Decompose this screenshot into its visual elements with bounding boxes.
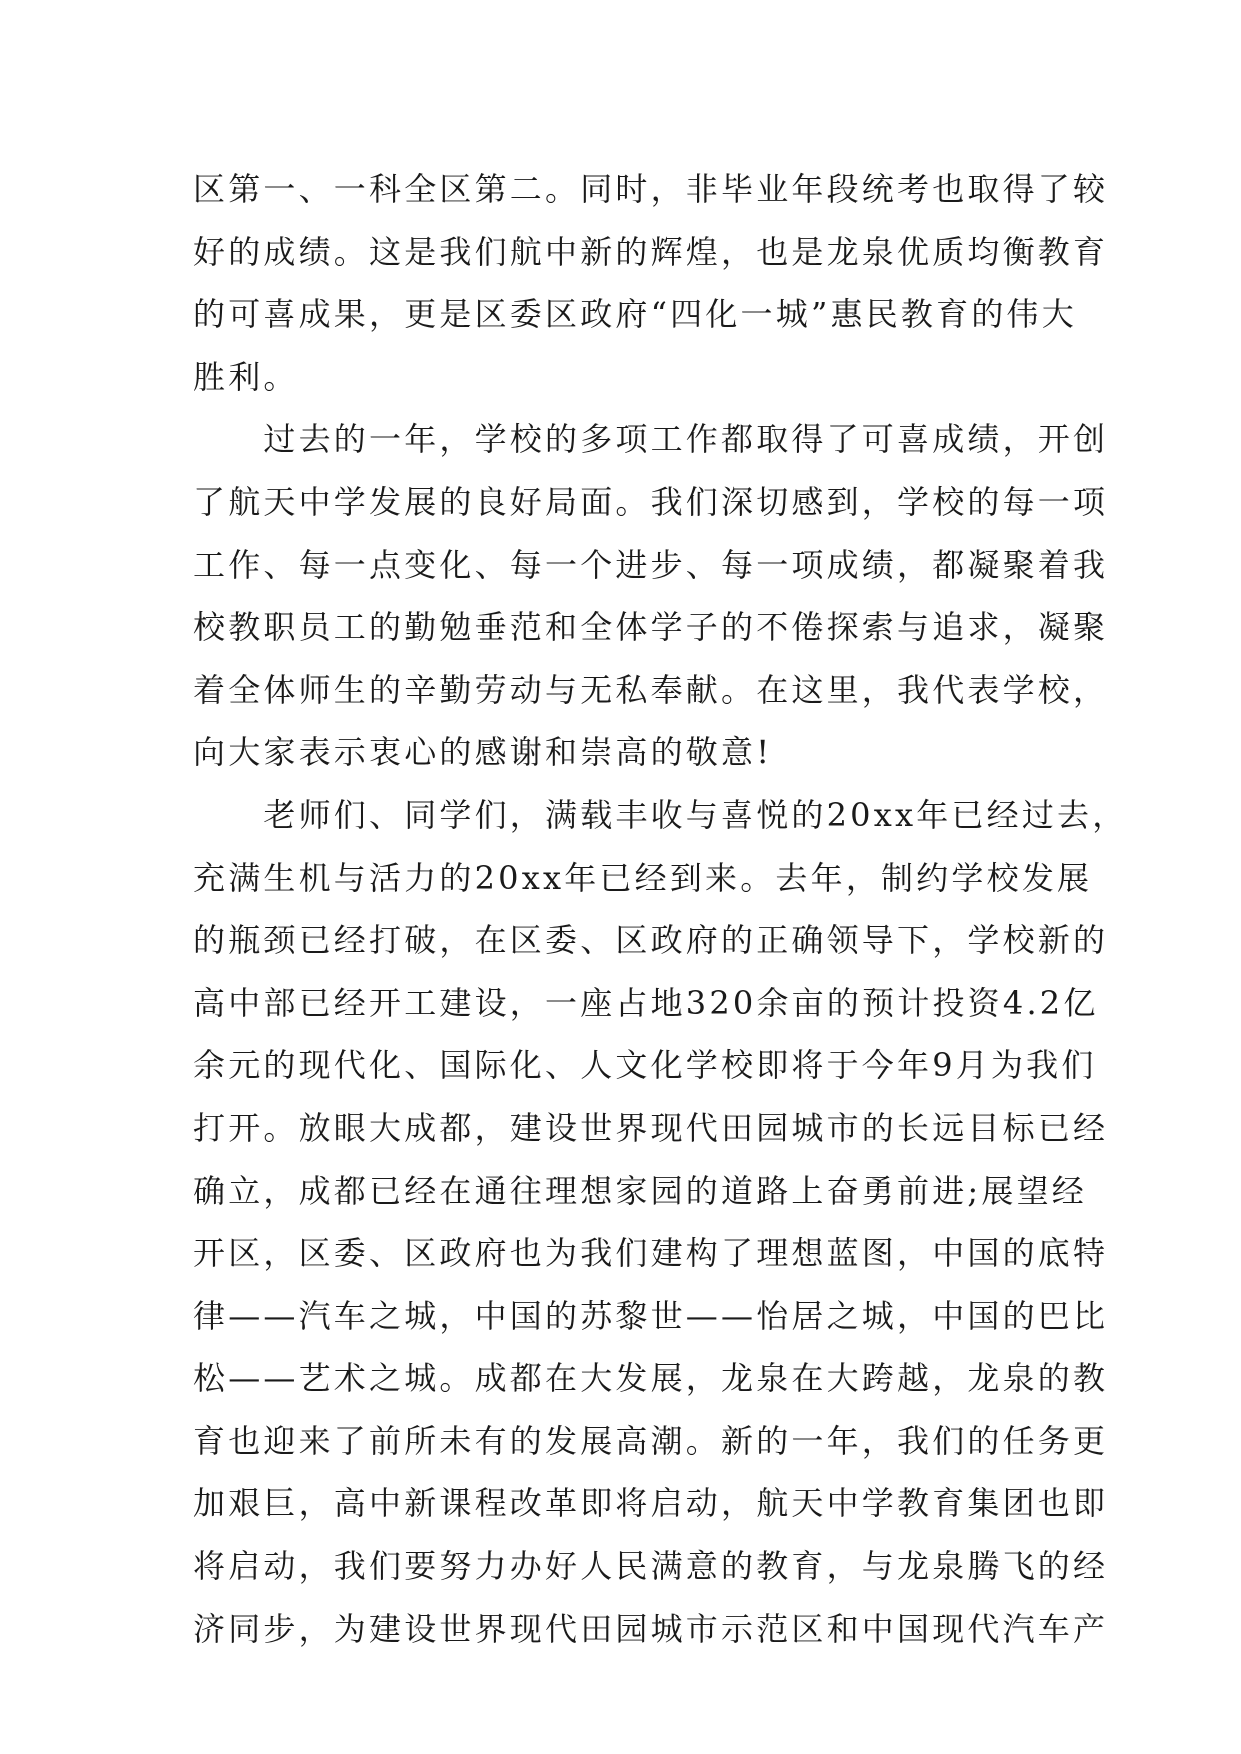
text-line: 好的成绩。这是我们航中新的辉煌，也是龙泉优质均衡教育: [193, 232, 1109, 271]
text-line: 松——艺术之城。成都在大发展，龙泉在大跨越，龙泉的教: [193, 1359, 1109, 1398]
text-line: 了航天中学发展的良好局面。我们深切感到，学校的每一项: [193, 482, 1109, 521]
text-line: 确立，成都已经在通往理想家园的道路上奋勇前进;展望经: [193, 1171, 1087, 1210]
text-line: 律——汽车之城，中国的苏黎世——怡居之城，中国的巴比: [193, 1296, 1109, 1335]
text-line: 打开。放眼大成都，建设世界现代田园城市的长远目标已经: [193, 1108, 1109, 1147]
text-line: 向大家表示衷心的感谢和崇高的敬意!: [193, 733, 773, 772]
text-line: 余元的现代化、国际化、人文化学校即将于今年9月为我们: [193, 1046, 1097, 1085]
text-line: 校教职员工的勤勉垂范和全体学子的不倦探索与追求，凝聚: [193, 608, 1109, 647]
text-line: 充满生机与活力的20xx年已经到来。去年，制约学校发展: [193, 858, 1093, 897]
text-line: 加艰巨，高中新课程改革即将启动，航天中学教育集团也即: [193, 1484, 1109, 1523]
text-line: 老师们、同学们，满载丰收与喜悦的20xx年已经过去，: [193, 795, 1128, 834]
text-line: 的瓶颈已经打破，在区委、区政府的正确领导下，学校新的: [193, 921, 1109, 960]
text-line: 工作、每一点变化、每一个进步、每一项成绩，都凝聚着我: [193, 545, 1109, 584]
text-line: 的可喜成果，更是区委区政府“四化一城”惠民教育的伟大: [193, 295, 1077, 334]
text-line: 区第一、一科全区第二。同时，非毕业年段统考也取得了较: [193, 170, 1109, 208]
text-line: 高中部已经开工建设，一座占地320余亩的预计投资4.2亿: [193, 983, 1099, 1022]
text-line: 济同步，为建设世界现代田园城市示范区和中国现代汽车产: [193, 1609, 1109, 1648]
body-text: [193, 158, 1128, 1660]
text-line: 育也迎来了前所未有的发展高潮。新的一年，我们的任务更: [193, 1421, 1109, 1460]
text-line: 着全体师生的辛勤劳动与无私奉献。在这里，我代表学校，: [193, 670, 1109, 709]
text-line: 开区，区委、区政府也为我们建构了理想蓝图，中国的底特: [193, 1234, 1109, 1273]
text-line: 过去的一年，学校的多项工作都取得了可喜成绩，开创: [193, 420, 1109, 459]
text-line: 胜利。: [193, 357, 299, 396]
text-line: 将启动，我们要努力办好人民满意的教育，与龙泉腾飞的经: [193, 1547, 1109, 1586]
